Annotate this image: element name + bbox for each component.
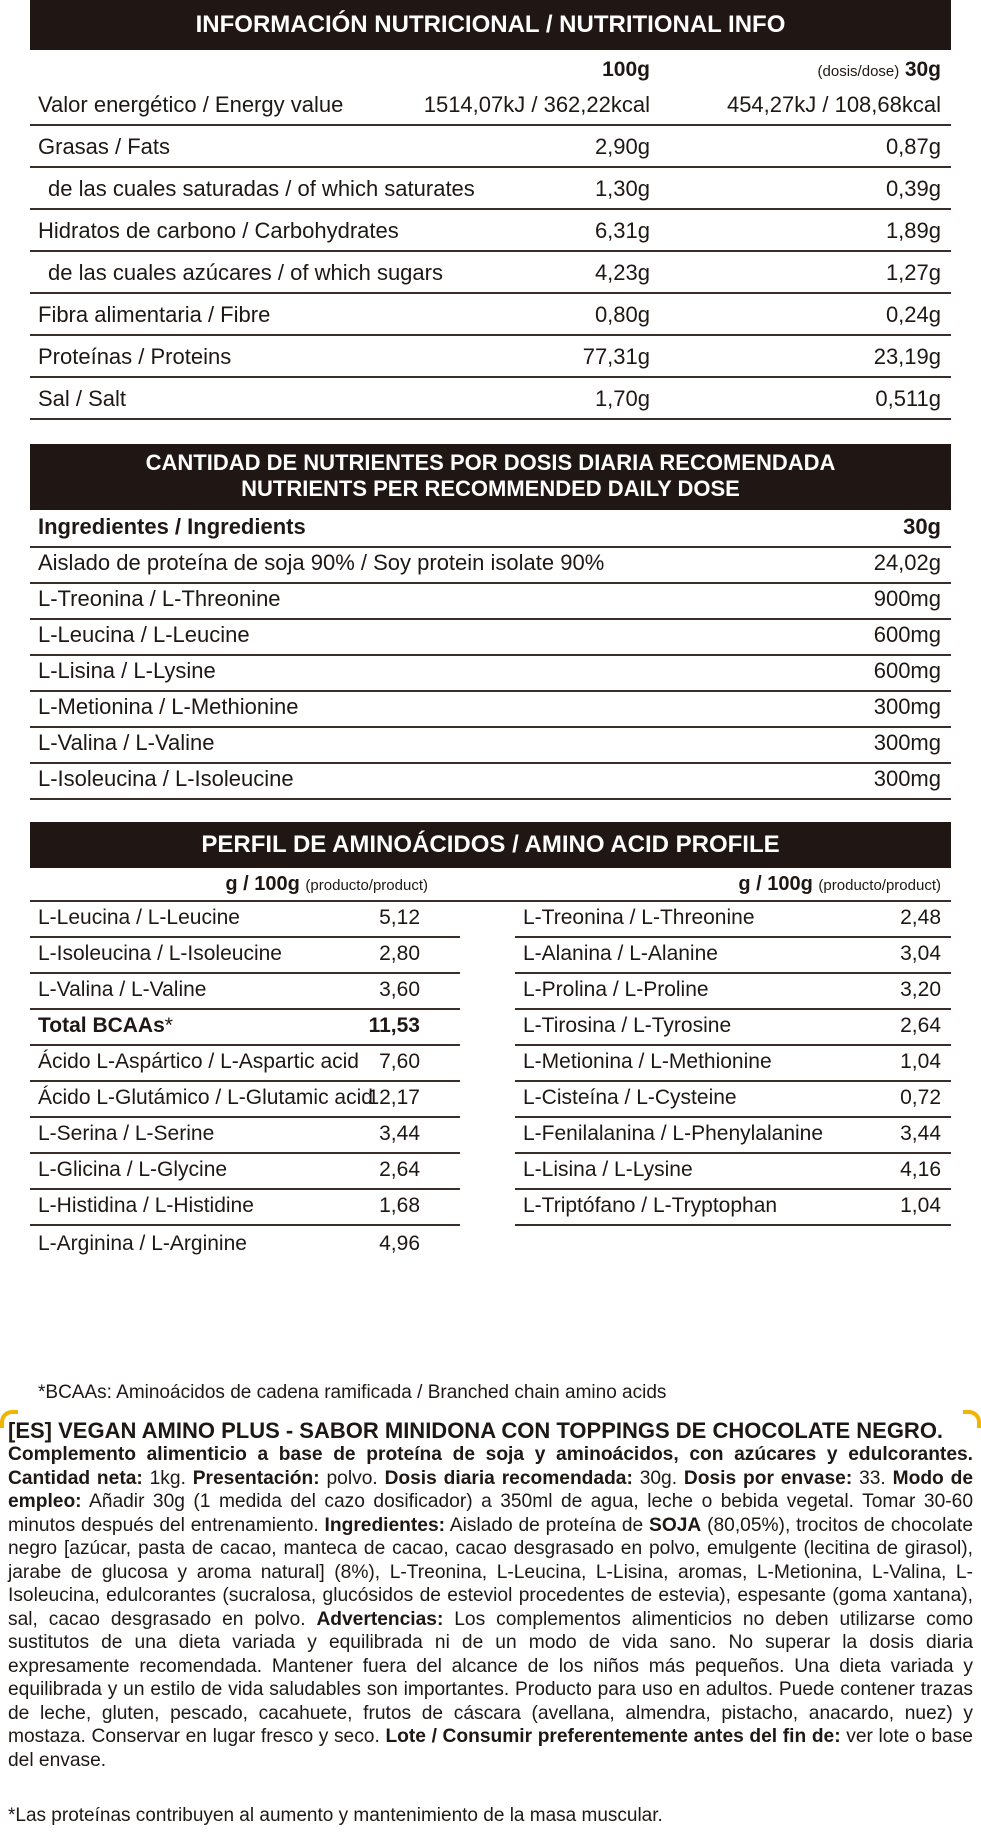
amino-value: 2,80 [379, 942, 420, 965]
amino-label [523, 1158, 693, 1182]
dose-row [30, 656, 951, 692]
amino-value: 1,04 [900, 1194, 941, 1217]
amino-value: 11,53 [368, 1014, 420, 1037]
amino-row [30, 1082, 460, 1118]
amino-value: 0,72 [900, 1086, 941, 1109]
product-description [8, 1418, 973, 1772]
amino-row [515, 1190, 951, 1226]
amino-label [38, 1014, 173, 1038]
amino-value: 4,96 [379, 1232, 420, 1255]
amino-label-text: L-Leucina / L-Leucine [38, 906, 240, 929]
amino-label [523, 906, 755, 930]
amino-label [523, 1014, 731, 1038]
amino-label [38, 906, 240, 930]
dose-row [30, 692, 951, 728]
amino-label [523, 1050, 772, 1074]
dose-ingredient-label: L-Leucina / L-Leucine [38, 622, 250, 647]
nutrition-row [30, 378, 951, 420]
amino-label-text: L-Isoleucina / L-Isoleucine [38, 942, 282, 965]
amino-value: 12,17 [367, 1086, 420, 1109]
daily-dose-title-bar [30, 444, 951, 510]
nutrient-value-100g: 0,80g [594, 302, 650, 327]
amino-label [523, 1194, 777, 1218]
amino-label-text: Total BCAAs [38, 1014, 165, 1037]
amino-row [515, 938, 951, 974]
dose-value: 30g. [632, 1467, 684, 1489]
nutrient-value-100g: 77,31g [582, 344, 650, 369]
nutrition-label [30, 0, 951, 1410]
amino-label [38, 1158, 227, 1182]
amino-label-text: L-Arginina / L-Arginine [38, 1232, 247, 1255]
nutrition-row [30, 168, 951, 210]
nutrient-value-dose: 0,511g [875, 386, 941, 411]
daily-dose-header [30, 510, 951, 548]
amino-value: 3,44 [900, 1122, 941, 1145]
nutrient-value-100g: 1,70g [594, 386, 650, 411]
amino-row [30, 1046, 460, 1082]
amino-title: PERFIL DE AMINOÁCIDOS / AMINO ACID PROFILE [201, 831, 780, 858]
amino-row [515, 1010, 951, 1046]
amino-label [523, 942, 718, 966]
amino-value: 2,64 [379, 1158, 420, 1181]
nutrient-label: Grasas / Fats [38, 134, 171, 159]
nutrient-value-100g: 1514,07kJ / 362,22kcal [423, 92, 650, 117]
amino-col-head-left: g / 100g (producto/product) [225, 873, 428, 895]
nutrient-label: Sal / Salt [38, 386, 127, 411]
product-title: [ES] VEGAN AMINO PLUS - SABOR MINIDONA CON TOPPINGS DE CHOCOLATE NEGRO. [8, 1418, 944, 1443]
dose-ingredient-label: L-Isoleucina / L-Isoleucine [38, 766, 294, 791]
amino-label [523, 1086, 737, 1110]
amino-label [38, 1194, 254, 1218]
warnings-text: Los complementos alimenticios no deben utilizarse como sustitutos de una dieta variada y equilibrada ni de un modo de vida sano. No superar la dosis diaria expresamente recomendada. Mantener fuera del alcance de los niños más pequeños. Una dieta variada y equilibrada y un estilo de vida saludables son importantes. Producto para uso en adultos. Puede contener trazas de leche, gluten, pescado, cacahuete, frutos de cáscara (avellana, almendra, pistacho, anacardo, nuez) y mostaza. Conservar en lugar fresco y seco. [8, 1608, 973, 1747]
amino-row [515, 1082, 951, 1118]
bcaa-note: *BCAAs: Aminoácidos de cadena ramificada / Branched chain amino acids [38, 1382, 667, 1403]
col-dose: (dosis/dose) 30g [817, 58, 941, 81]
amino-label [38, 1050, 359, 1074]
lot-value: ver lote o base del envase. [8, 1726, 973, 1771]
amino-label-text: L-Fenilalanina / L-Phenylalanine [523, 1122, 824, 1145]
dose-ingredient-label: Aislado de proteína de soja 90% / Soy protein isolate 90% [38, 550, 605, 575]
nutrition-row [30, 252, 951, 294]
per-pack-label: Dosis por envase: [683, 1467, 853, 1489]
nutrient-value-dose: 23,19g [873, 344, 941, 369]
nutrient-value-100g: 2,90g [594, 134, 650, 159]
amino-label-text: Ácido L-Aspártico / L-Aspartic acid [38, 1050, 359, 1073]
amino-row [515, 1118, 951, 1154]
amino-value: 3,44 [379, 1122, 420, 1145]
ingredients-label: Ingredientes: [324, 1514, 446, 1536]
nutrition-row [30, 210, 951, 252]
dose-ingredient-label: L-Lisina / L-Lysine [38, 658, 216, 683]
nutrient-label: Valor energético / Energy value [38, 92, 344, 117]
dose-row [30, 584, 951, 620]
protein-footnote: *Las proteínas contribuyen al aumento y mantenimiento de la masa muscular. [8, 1805, 663, 1826]
amino-table [30, 902, 951, 1410]
dose-row [30, 764, 951, 800]
net-label: Cantidad neta: [8, 1467, 143, 1489]
amino-column-right [515, 902, 951, 1226]
dose-ingredient-value: 300mg [873, 766, 941, 791]
ingredients-header: Ingredientes / Ingredients [38, 514, 306, 539]
amino-row [515, 1046, 951, 1082]
nutrient-value-100g: 1,30g [594, 176, 650, 201]
nutrient-value-100g: 6,31g [594, 218, 650, 243]
dose-row [30, 620, 951, 656]
amino-label-text: L-Alanina / L-Alanine [523, 942, 718, 965]
amino-row [30, 938, 460, 974]
amino-title-bar [30, 822, 951, 868]
net-value: 1kg. [142, 1467, 193, 1489]
amino-label-text: L-Cisteína / L-Cysteine [523, 1086, 737, 1109]
nutrition-row [30, 126, 951, 168]
col-100g: 100g [602, 58, 650, 81]
ingredients-text-2: (80,05%), trocitos de chocolate negro [azúcar, pasta de cacao, manteca de cacao, cacao desgrasado en polvo, emulgente (lecitina de girasol), jarabe de glucosa y aroma natural] (8%), L-Treonina, L-Leucina, L-Lisina, aromas, L-Metionina, L-Valina, L-Isoleucina, edulcorantes (sucralosa, glucósidos de esteviol procedentes de estevia), espesante (goma xantana), sal, cacao desgrasado en polvo. [8, 1514, 973, 1630]
amino-value: 1,04 [900, 1050, 941, 1073]
amino-row [30, 902, 460, 938]
nutrient-value-100g: 4,23g [594, 260, 650, 285]
amino-value: 3,20 [900, 978, 941, 1001]
nutrition-title-bar [30, 0, 951, 50]
amino-label [523, 978, 709, 1002]
nutrient-label: Hidratos de carbono / Carbohydrates [38, 218, 399, 243]
dose-ingredient-value: 300mg [873, 694, 941, 719]
product-subtitle: Complemento alimenticio a base de proteína de soja y aminoácidos, con azúcares y edulcorantes. [8, 1444, 973, 1465]
nutrient-value-dose: 1,89g [885, 218, 941, 243]
nutrition-row [30, 336, 951, 378]
dose-ingredient-label: L-Metionina / L-Methionine [38, 694, 299, 719]
amino-label-text: L-Glicina / L-Glycine [38, 1158, 228, 1181]
warnings-label: Advertencias: [316, 1608, 444, 1630]
amino-label [523, 1122, 823, 1146]
amino-label [38, 1122, 214, 1146]
dose-row [30, 548, 951, 584]
amino-label-text: L-Triptófano / L-Tryptophan [523, 1194, 778, 1217]
amino-label [38, 942, 282, 966]
amino-label-text: L-Prolina / L-Proline [523, 978, 709, 1001]
per-pack-value: 33. [852, 1467, 893, 1489]
amino-row [30, 1118, 460, 1154]
amino-label-text: L-Tirosina / L-Tyrosine [523, 1014, 732, 1037]
amino-label-text: L-Serina / L-Serine [38, 1122, 215, 1145]
amino-row [30, 1226, 460, 1262]
amino-value: 3,60 [379, 978, 420, 1001]
amino-value: 5,12 [379, 906, 420, 929]
dose-ingredient-value: 900mg [873, 586, 941, 611]
amino-label-text: L-Lisina / L-Lysine [523, 1158, 693, 1181]
nutrition-row [30, 86, 951, 126]
nutrient-value-dose: 454,27kJ / 108,68kcal [726, 92, 941, 117]
lot-label: Lote / Consumir preferentemente antes del fin de: [385, 1726, 841, 1747]
nutrient-value-dose: 1,27g [885, 260, 941, 285]
dose-ingredient-value: 600mg [873, 658, 941, 683]
amino-row [515, 974, 951, 1010]
amino-col-head-right: g / 100g (producto/product) [738, 873, 941, 895]
dose-ingredient-value: 300mg [873, 730, 941, 755]
daily-dose-title-es: CANTIDAD DE NUTRIENTES POR DOSIS DIARIA RECOMENDADA [145, 450, 836, 475]
presentation-value: polvo. [319, 1467, 385, 1489]
amino-label-suffix: * [164, 1014, 173, 1037]
dose-ingredient-label: L-Treonina / L-Threonine [38, 586, 281, 611]
amino-label-text: L-Valina / L-Valine [38, 978, 207, 1001]
nutrient-label: Fibra alimentaria / Fibre [38, 302, 271, 327]
nutrient-label: de las cuales azúcares / of which sugars [48, 260, 443, 285]
nutrient-label: de las cuales saturadas / of which saturates [48, 176, 475, 201]
dose-header: 30g [903, 514, 941, 539]
amino-row [30, 1190, 460, 1226]
ingredients-text-1: Aislado de proteína de [445, 1514, 650, 1536]
amino-label-text: Ácido L-Glutámico / L-Glutamic acid [38, 1086, 373, 1109]
amino-label [38, 1232, 247, 1256]
presentation-label: Presentación: [192, 1467, 320, 1489]
dose-ingredient-label: L-Valina / L-Valine [38, 730, 215, 755]
dose-ingredient-value: 24,02g [873, 550, 941, 575]
amino-value: 1,68 [379, 1194, 420, 1217]
daily-dose-title-en: NUTRIENTS PER RECOMMENDED DAILY DOSE [241, 476, 740, 501]
amino-label-text: L-Histidina / L-Histidine [38, 1194, 254, 1217]
amino-value: 3,04 [900, 942, 941, 965]
amino-label [38, 978, 206, 1002]
nutrition-row [30, 294, 951, 336]
amino-row [30, 974, 460, 1010]
amino-row [515, 902, 951, 938]
amino-value: 2,64 [900, 1014, 941, 1037]
daily-dose-rows [30, 548, 951, 800]
amino-label-text: L-Treonina / L-Threonine [523, 906, 755, 929]
allergen-soja: SOJA [649, 1514, 702, 1536]
nutrition-title: INFORMACIÓN NUTRICIONAL / NUTRITIONAL INFO [195, 11, 786, 38]
amino-label-text: L-Metionina / L-Methionine [523, 1050, 772, 1073]
amino-row [30, 1154, 460, 1190]
dose-row [30, 728, 951, 764]
amino-label [38, 1086, 373, 1110]
nutrition-rows [30, 86, 951, 420]
amino-column-header [30, 868, 951, 902]
nutrient-value-dose: 0,87g [885, 134, 941, 159]
amino-value: 4,16 [900, 1158, 941, 1181]
nutrient-value-dose: 0,39g [885, 176, 941, 201]
use-value: Añadir 30g (1 medida del cazo dosificador) a 350ml de agua, leche o bebida vegetal. Tomar 30-60 minutos después del entrenamiento. [8, 1491, 973, 1536]
amino-row [515, 1154, 951, 1190]
amino-column-left [30, 902, 460, 1262]
nutrient-value-dose: 0,24g [885, 302, 941, 327]
amino-value: 7,60 [379, 1050, 420, 1073]
dose-label: Dosis diaria recomendada: [384, 1467, 633, 1489]
dose-ingredient-value: 600mg [873, 622, 941, 647]
nutrient-label: Proteínas / Proteins [38, 344, 232, 369]
amino-value: 2,48 [900, 906, 941, 929]
use-label: Modo de empleo: [8, 1467, 973, 1512]
amino-row [30, 1010, 460, 1046]
nutrition-column-header [30, 50, 951, 86]
